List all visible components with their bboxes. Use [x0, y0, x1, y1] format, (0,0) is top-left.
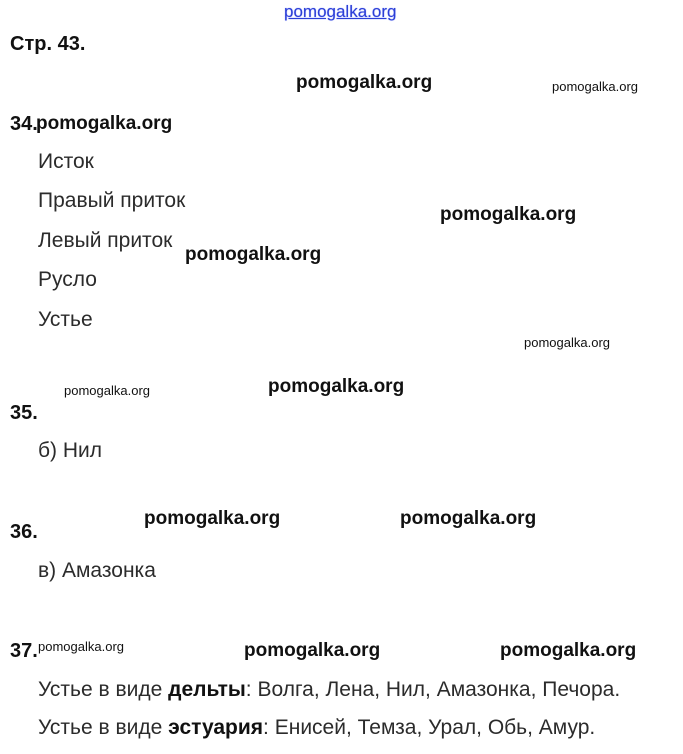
watermark: pomogalka.org [144, 508, 281, 529]
term-estuary: эстуария [168, 716, 264, 739]
task-34-item: Исток [38, 150, 94, 173]
task-35-answer: б) Нил [38, 439, 103, 462]
line-rest: : Енисей, Темза, Урал, Обь, Амур. [263, 716, 596, 739]
task-37-line-estuary [38, 716, 595, 740]
page-label: Стр. 43. [10, 33, 86, 55]
watermark: pomogalka.org [552, 79, 638, 94]
task-34-item: Устье [38, 308, 93, 331]
watermark: pomogalka.org [500, 640, 637, 661]
task-37-line-delta [38, 678, 620, 702]
watermark: pomogalka.org [296, 72, 433, 93]
task-36-number: 36. [10, 521, 38, 543]
watermark: pomogalka.org [268, 376, 405, 397]
line-prefix: Устье в виде [38, 716, 169, 739]
watermark: pomogalka.org [440, 204, 577, 225]
watermark: pomogalka.org [38, 639, 124, 654]
watermark: pomogalka.org [400, 508, 537, 529]
watermark: pomogalka.org [524, 335, 610, 350]
term-delta: дельты [168, 678, 246, 701]
task-34-number: 34. [10, 113, 38, 135]
watermark: pomogalka.org [185, 244, 322, 265]
task-34-item: Правый приток [38, 189, 186, 212]
watermark: pomogalka.org [244, 640, 381, 661]
line-prefix: Устье в виде [38, 678, 169, 701]
line-rest: : Волга, Лена, Нил, Амазонка, Печора. [245, 678, 621, 701]
task-37-number: 37. [10, 640, 38, 662]
task-35-number: 35. [10, 402, 38, 424]
watermark: pomogalka.org [36, 113, 173, 134]
task-34-item: Русло [38, 268, 97, 291]
task-34-item: Левый приток [38, 229, 173, 252]
watermark: pomogalka.org [64, 383, 150, 398]
watermark-top-link[interactable]: pomogalka.org [284, 2, 397, 21]
task-36-answer: в) Амазонка [38, 559, 156, 582]
